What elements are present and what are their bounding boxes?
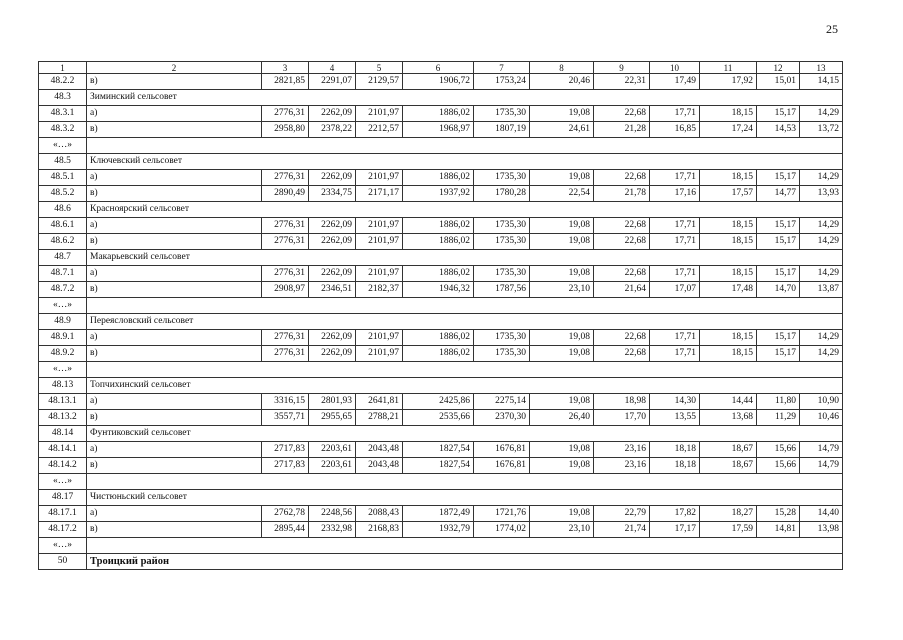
cell-value: 2262,09 — [309, 170, 356, 186]
cell-value: 11,29 — [757, 410, 800, 426]
cell-value: 2203,61 — [309, 458, 356, 474]
cell-value: 1827,54 — [403, 458, 474, 474]
blank-cell — [87, 474, 843, 490]
col-header: 9 — [594, 62, 650, 74]
cell-value: 14,70 — [757, 282, 800, 298]
cell-value: 2334,75 — [309, 186, 356, 202]
row-label: в) — [87, 410, 262, 426]
section-title: Красноярский сельсовет — [87, 202, 843, 218]
cell-value: 22,68 — [594, 346, 650, 362]
cell-value: 18,67 — [700, 442, 757, 458]
col-header: 3 — [262, 62, 309, 74]
cell-value: 2043,48 — [356, 458, 403, 474]
cell-value: 22,68 — [594, 234, 650, 250]
cell-value: 14,53 — [757, 122, 800, 138]
table-row — [39, 442, 843, 458]
cell-value: 2776,31 — [262, 106, 309, 122]
cell-value: 2101,97 — [356, 266, 403, 282]
cell-value: 2776,31 — [262, 234, 309, 250]
section-row — [39, 202, 843, 218]
cell-value: 22,68 — [594, 106, 650, 122]
cell-value: 19,08 — [530, 442, 594, 458]
ellipsis-marker: «…» — [39, 538, 87, 554]
col-header: 5 — [356, 62, 403, 74]
cell-value: 2182,37 — [356, 282, 403, 298]
cell-value: 1753,24 — [474, 74, 530, 90]
tariff-table — [38, 61, 843, 570]
cell-value: 1827,54 — [403, 442, 474, 458]
cell-value: 18,18 — [650, 442, 700, 458]
table-row — [39, 506, 843, 522]
cell-value: 19,08 — [530, 234, 594, 250]
cell-value: 1676,81 — [474, 442, 530, 458]
row-code: 48.7.1 — [39, 266, 87, 282]
cell-value: 1735,30 — [474, 106, 530, 122]
row-code: 48.14.2 — [39, 458, 87, 474]
row-code: 48.13.2 — [39, 410, 87, 426]
cell-value: 18,18 — [650, 458, 700, 474]
ellipsis-row — [39, 362, 843, 378]
cell-value: 1886,02 — [403, 106, 474, 122]
row-label: а) — [87, 394, 262, 410]
row-label: а) — [87, 330, 262, 346]
cell-value: 21,74 — [594, 522, 650, 538]
cell-value: 23,16 — [594, 442, 650, 458]
cell-value: 14,29 — [800, 330, 843, 346]
cell-value: 18,15 — [700, 234, 757, 250]
table-row — [39, 74, 843, 90]
cell-value: 2535,66 — [403, 410, 474, 426]
blank-cell — [87, 138, 843, 154]
cell-value: 1735,30 — [474, 346, 530, 362]
cell-value: 14,77 — [757, 186, 800, 202]
cell-value: 13,55 — [650, 410, 700, 426]
cell-value: 2043,48 — [356, 442, 403, 458]
col-header: 13 — [800, 62, 843, 74]
cell-value: 22,54 — [530, 186, 594, 202]
table-row — [39, 170, 843, 186]
cell-value: 17,71 — [650, 330, 700, 346]
cell-value: 23,16 — [594, 458, 650, 474]
cell-value: 2101,97 — [356, 346, 403, 362]
row-label: в) — [87, 186, 262, 202]
section-code: 48.13 — [39, 378, 87, 394]
cell-value: 2262,09 — [309, 106, 356, 122]
cell-value: 14,15 — [800, 74, 843, 90]
section-row — [39, 154, 843, 170]
row-label: а) — [87, 506, 262, 522]
section-code: 48.6 — [39, 202, 87, 218]
cell-value: 17,71 — [650, 266, 700, 282]
row-code: 48.5.2 — [39, 186, 87, 202]
row-label: в) — [87, 522, 262, 538]
cell-value: 21,78 — [594, 186, 650, 202]
ellipsis-marker: «…» — [39, 362, 87, 378]
cell-value: 2776,31 — [262, 218, 309, 234]
cell-value: 24,61 — [530, 122, 594, 138]
cell-value: 17,71 — [650, 234, 700, 250]
cell-value: 2370,30 — [474, 410, 530, 426]
cell-value: 1735,30 — [474, 330, 530, 346]
row-code: 48.9.2 — [39, 346, 87, 362]
cell-value: 1886,02 — [403, 170, 474, 186]
row-label: а) — [87, 170, 262, 186]
cell-value: 2248,56 — [309, 506, 356, 522]
cell-value: 14,29 — [800, 346, 843, 362]
cell-value: 1906,72 — [403, 74, 474, 90]
section-code: 48.5 — [39, 154, 87, 170]
cell-value: 17,71 — [650, 106, 700, 122]
cell-value: 15,17 — [757, 218, 800, 234]
cell-value: 15,17 — [757, 170, 800, 186]
cell-value: 2801,93 — [309, 394, 356, 410]
cell-value: 13,72 — [800, 122, 843, 138]
row-label: а) — [87, 442, 262, 458]
col-header: 12 — [757, 62, 800, 74]
cell-value: 17,07 — [650, 282, 700, 298]
row-code: 48.9.1 — [39, 330, 87, 346]
cell-value: 21,28 — [594, 122, 650, 138]
row-code: 48.2.2 — [39, 74, 87, 90]
cell-value: 17,59 — [700, 522, 757, 538]
blank-cell — [87, 362, 843, 378]
section-code: 48.7 — [39, 250, 87, 266]
cell-value: 17,71 — [650, 218, 700, 234]
row-label: в) — [87, 346, 262, 362]
cell-value: 23,10 — [530, 282, 594, 298]
cell-value: 14,30 — [650, 394, 700, 410]
cell-value: 1721,76 — [474, 506, 530, 522]
header-row — [39, 62, 843, 74]
cell-value: 2762,78 — [262, 506, 309, 522]
cell-value: 1886,02 — [403, 346, 474, 362]
cell-value: 14,81 — [757, 522, 800, 538]
table-row — [39, 282, 843, 298]
cell-value: 18,15 — [700, 170, 757, 186]
cell-value: 2958,80 — [262, 122, 309, 138]
cell-value: 2776,31 — [262, 170, 309, 186]
cell-value: 1968,97 — [403, 122, 474, 138]
cell-value: 17,71 — [650, 170, 700, 186]
table-row — [39, 106, 843, 122]
table-row — [39, 186, 843, 202]
ellipsis-marker: «…» — [39, 474, 87, 490]
cell-value: 14,79 — [800, 458, 843, 474]
cell-value: 19,08 — [530, 170, 594, 186]
cell-value: 15,17 — [757, 106, 800, 122]
table-row — [39, 346, 843, 362]
cell-value: 17,49 — [650, 74, 700, 90]
cell-value: 1780,28 — [474, 186, 530, 202]
row-code: 48.14.1 — [39, 442, 87, 458]
col-header: 10 — [650, 62, 700, 74]
ellipsis-row — [39, 298, 843, 314]
cell-value: 10,90 — [800, 394, 843, 410]
table-row — [39, 122, 843, 138]
cell-value: 1735,30 — [474, 234, 530, 250]
cell-value: 22,68 — [594, 218, 650, 234]
cell-value: 2101,97 — [356, 170, 403, 186]
cell-value: 15,01 — [757, 74, 800, 90]
section-title: Фунтиковский сельсовет — [87, 426, 843, 442]
cell-value: 14,29 — [800, 170, 843, 186]
cell-value: 19,08 — [530, 330, 594, 346]
row-label: в) — [87, 282, 262, 298]
cell-value: 22,68 — [594, 266, 650, 282]
cell-value: 2895,44 — [262, 522, 309, 538]
cell-value: 1735,30 — [474, 218, 530, 234]
cell-value: 2203,61 — [309, 442, 356, 458]
row-code: 48.13.1 — [39, 394, 87, 410]
cell-value: 2262,09 — [309, 346, 356, 362]
cell-value: 1676,81 — [474, 458, 530, 474]
cell-value: 18,98 — [594, 394, 650, 410]
row-code: 48.17.2 — [39, 522, 87, 538]
cell-value: 16,85 — [650, 122, 700, 138]
cell-value: 17,17 — [650, 522, 700, 538]
cell-value: 1932,79 — [403, 522, 474, 538]
cell-value: 18,27 — [700, 506, 757, 522]
cell-value: 17,82 — [650, 506, 700, 522]
cell-value: 14,29 — [800, 266, 843, 282]
ellipsis-row — [39, 474, 843, 490]
row-code: 48.3.2 — [39, 122, 87, 138]
cell-value: 3557,71 — [262, 410, 309, 426]
section-title: Макарьевский сельсовет — [87, 250, 843, 266]
cell-value: 19,08 — [530, 218, 594, 234]
cell-value: 11,80 — [757, 394, 800, 410]
table-row — [39, 218, 843, 234]
row-label: в) — [87, 74, 262, 90]
cell-value: 3316,15 — [262, 394, 309, 410]
cell-value: 19,08 — [530, 266, 594, 282]
cell-value: 15,66 — [757, 442, 800, 458]
cell-value: 2378,22 — [309, 122, 356, 138]
cell-value: 21,64 — [594, 282, 650, 298]
section-title: Чистюньский сельсовет — [87, 490, 843, 506]
cell-value: 2908,97 — [262, 282, 309, 298]
ellipsis-marker: «…» — [39, 298, 87, 314]
cell-value: 23,10 — [530, 522, 594, 538]
cell-value: 14,40 — [800, 506, 843, 522]
section-row — [39, 90, 843, 106]
cell-value: 2776,31 — [262, 266, 309, 282]
cell-value: 2262,09 — [309, 218, 356, 234]
table-row — [39, 266, 843, 282]
cell-value: 1872,49 — [403, 506, 474, 522]
table-row — [39, 234, 843, 250]
ellipsis-row — [39, 538, 843, 554]
section-row — [39, 490, 843, 506]
cell-value: 2101,97 — [356, 218, 403, 234]
section-code: 48.17 — [39, 490, 87, 506]
cell-value: 2717,83 — [262, 458, 309, 474]
district-code: 50 — [39, 554, 87, 570]
col-header: 4 — [309, 62, 356, 74]
cell-value: 13,93 — [800, 186, 843, 202]
cell-value: 17,16 — [650, 186, 700, 202]
col-header: 2 — [87, 62, 262, 74]
cell-value: 2955,65 — [309, 410, 356, 426]
cell-value: 15,66 — [757, 458, 800, 474]
cell-value: 18,15 — [700, 330, 757, 346]
cell-value: 14,29 — [800, 218, 843, 234]
cell-value: 2346,51 — [309, 282, 356, 298]
cell-value: 2275,14 — [474, 394, 530, 410]
section-code: 48.9 — [39, 314, 87, 330]
cell-value: 15,17 — [757, 266, 800, 282]
cell-value: 17,24 — [700, 122, 757, 138]
cell-value: 19,08 — [530, 394, 594, 410]
cell-value: 22,68 — [594, 330, 650, 346]
cell-value: 17,48 — [700, 282, 757, 298]
row-code: 48.5.1 — [39, 170, 87, 186]
cell-value: 1735,30 — [474, 266, 530, 282]
row-label: в) — [87, 122, 262, 138]
col-header: 11 — [700, 62, 757, 74]
ellipsis-row — [39, 138, 843, 154]
col-header: 1 — [39, 62, 87, 74]
table-row — [39, 458, 843, 474]
cell-value: 14,29 — [800, 106, 843, 122]
cell-value: 17,70 — [594, 410, 650, 426]
col-header: 8 — [530, 62, 594, 74]
row-code: 48.3.1 — [39, 106, 87, 122]
section-title: Ключевский сельсовет — [87, 154, 843, 170]
cell-value: 18,15 — [700, 106, 757, 122]
cell-value: 2262,09 — [309, 266, 356, 282]
cell-value: 19,08 — [530, 506, 594, 522]
cell-value: 14,79 — [800, 442, 843, 458]
table-row — [39, 410, 843, 426]
cell-value: 22,68 — [594, 170, 650, 186]
cell-value: 1807,19 — [474, 122, 530, 138]
cell-value: 19,08 — [530, 458, 594, 474]
table-row — [39, 522, 843, 538]
cell-value: 19,08 — [530, 106, 594, 122]
section-title: Топчихинский сельсовет — [87, 378, 843, 394]
cell-value: 2717,83 — [262, 442, 309, 458]
cell-value: 22,79 — [594, 506, 650, 522]
section-row — [39, 314, 843, 330]
cell-value: 15,17 — [757, 346, 800, 362]
cell-value: 15,17 — [757, 234, 800, 250]
cell-value: 2291,07 — [309, 74, 356, 90]
cell-value: 2101,97 — [356, 106, 403, 122]
section-title: Зиминский сельсовет — [87, 90, 843, 106]
cell-value: 1886,02 — [403, 330, 474, 346]
section-row — [39, 378, 843, 394]
cell-value: 17,57 — [700, 186, 757, 202]
row-label: а) — [87, 218, 262, 234]
blank-cell — [87, 538, 843, 554]
cell-value: 26,40 — [530, 410, 594, 426]
cell-value: 2890,49 — [262, 186, 309, 202]
cell-value: 10,46 — [800, 410, 843, 426]
row-label: в) — [87, 234, 262, 250]
cell-value: 2088,43 — [356, 506, 403, 522]
cell-value: 2171,17 — [356, 186, 403, 202]
row-code: 48.17.1 — [39, 506, 87, 522]
cell-value: 13,68 — [700, 410, 757, 426]
cell-value: 19,08 — [530, 346, 594, 362]
cell-value: 2425,86 — [403, 394, 474, 410]
cell-value: 2332,98 — [309, 522, 356, 538]
row-label: в) — [87, 458, 262, 474]
row-code: 48.6.1 — [39, 218, 87, 234]
cell-value: 1735,30 — [474, 170, 530, 186]
cell-value: 1946,32 — [403, 282, 474, 298]
cell-value: 17,92 — [700, 74, 757, 90]
cell-value: 2821,85 — [262, 74, 309, 90]
cell-value: 2262,09 — [309, 234, 356, 250]
table-row — [39, 554, 843, 570]
cell-value: 13,87 — [800, 282, 843, 298]
cell-value: 17,71 — [650, 346, 700, 362]
section-row — [39, 426, 843, 442]
cell-value: 2212,57 — [356, 122, 403, 138]
section-code: 48.14 — [39, 426, 87, 442]
cell-value: 18,15 — [700, 346, 757, 362]
table-row — [39, 330, 843, 346]
cell-value: 1937,92 — [403, 186, 474, 202]
cell-value: 1774,02 — [474, 522, 530, 538]
row-label: а) — [87, 266, 262, 282]
section-row — [39, 250, 843, 266]
cell-value: 2641,81 — [356, 394, 403, 410]
page-number: 25 — [826, 22, 838, 36]
cell-value: 13,98 — [800, 522, 843, 538]
cell-value: 2776,31 — [262, 346, 309, 362]
row-code: 48.6.2 — [39, 234, 87, 250]
cell-value: 2262,09 — [309, 330, 356, 346]
col-header: 7 — [474, 62, 530, 74]
cell-value: 14,29 — [800, 234, 843, 250]
blank-cell — [87, 298, 843, 314]
cell-value: 1886,02 — [403, 234, 474, 250]
cell-value: 2129,57 — [356, 74, 403, 90]
cell-value: 18,67 — [700, 458, 757, 474]
section-title: Переясловский сельсовет — [87, 314, 843, 330]
cell-value: 15,17 — [757, 330, 800, 346]
cell-value: 18,15 — [700, 266, 757, 282]
cell-value: 14,44 — [700, 394, 757, 410]
cell-value: 1886,02 — [403, 266, 474, 282]
cell-value: 2788,21 — [356, 410, 403, 426]
district-title: Троицкий район — [87, 554, 843, 570]
cell-value: 2168,83 — [356, 522, 403, 538]
cell-value: 18,15 — [700, 218, 757, 234]
cell-value: 15,28 — [757, 506, 800, 522]
cell-value: 2101,97 — [356, 234, 403, 250]
cell-value: 2101,97 — [356, 330, 403, 346]
section-code: 48.3 — [39, 90, 87, 106]
table-row — [39, 394, 843, 410]
cell-value: 22,31 — [594, 74, 650, 90]
ellipsis-marker: «…» — [39, 138, 87, 154]
cell-value: 1886,02 — [403, 218, 474, 234]
cell-value: 1787,56 — [474, 282, 530, 298]
row-label: а) — [87, 106, 262, 122]
col-header: 6 — [403, 62, 474, 74]
cell-value: 20,46 — [530, 74, 594, 90]
row-code: 48.7.2 — [39, 282, 87, 298]
cell-value: 2776,31 — [262, 330, 309, 346]
